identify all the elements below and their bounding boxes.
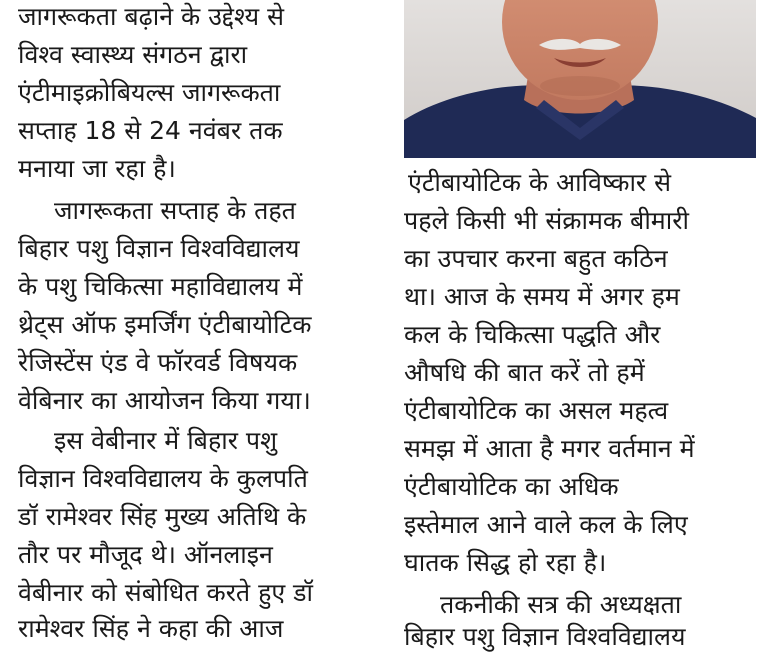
article-line: था। आज के समय में अगर हम <box>404 282 680 311</box>
article-line: रेजिस्टेंस एंड वे फॉरवर्ड विषयक <box>18 348 298 377</box>
article-line: घातक सिद्ध हो रहा है। <box>404 548 607 577</box>
article-line: थ्रेट्स ऑफ इमर्जिंग एंटीबायोटिक <box>18 310 312 339</box>
article-line: मनाया जा रहा है। <box>18 154 176 183</box>
article-line: एंटीबायोटिक का अधिक <box>404 472 619 501</box>
article-line: तौर पर मौजूद थे। ऑनलाइन <box>18 540 273 569</box>
article-line: विज्ञान विश्वविद्यालय के कुलपति <box>18 464 308 493</box>
article-line: इस्तेमाल आने वाले कल के लिए <box>404 510 688 539</box>
article-line: एंटीमाइक्रोबियल्स जागरूकता <box>18 78 281 107</box>
article-line: रामेश्वर सिंह ने कहा की आज <box>18 614 284 643</box>
article-line: विश्व स्वास्थ्य संगठन द्वारा <box>18 40 248 69</box>
article-line: जागरूकता बढ़ाने के उद्देश्य से <box>18 2 284 31</box>
portrait-image <box>404 0 756 158</box>
article-line: वेबिनार का आयोजन किया गया। <box>18 386 311 415</box>
article-line: जागरूकता सप्ताह के तहत <box>54 196 296 225</box>
article-line: एंटीबायोटिक का असल महत्व <box>404 396 669 425</box>
article-line: सप्ताह 18 से 24 नवंबर तक <box>18 116 283 145</box>
portrait-photo <box>404 0 756 158</box>
article-line: इस वेबीनार में बिहार पशु <box>54 426 278 455</box>
article-line: डॉ रामेश्वर सिंह मुख्य अतिथि के <box>18 502 307 531</box>
article-line: के पशु चिकित्सा महाविद्यालय में <box>18 272 303 301</box>
article-line: एंटीबायोटिक के आविष्कार से <box>408 168 671 197</box>
article-line: तकनीकी सत्र की अध्यक्षता <box>440 590 682 619</box>
article-line: बिहार पशु विज्ञान विश्वविद्यालय <box>18 234 300 263</box>
article-line: कल के चिकित्सा पद्धति और <box>404 320 661 349</box>
article-line: का उपचार करना बहुत कठिन <box>404 244 668 273</box>
article-line: वेबीनार को संबोधित करते हुए डॉ <box>18 578 314 607</box>
article-line: समझ में आता है मगर वर्तमान में <box>404 434 695 463</box>
article-line: औषधि की बात करें तो हमें <box>404 358 645 387</box>
article-line: पहले किसी भी संक्रामक बीमारी <box>404 206 689 235</box>
article-line: बिहार पशु विज्ञान विश्वविद्यालय <box>404 622 686 651</box>
